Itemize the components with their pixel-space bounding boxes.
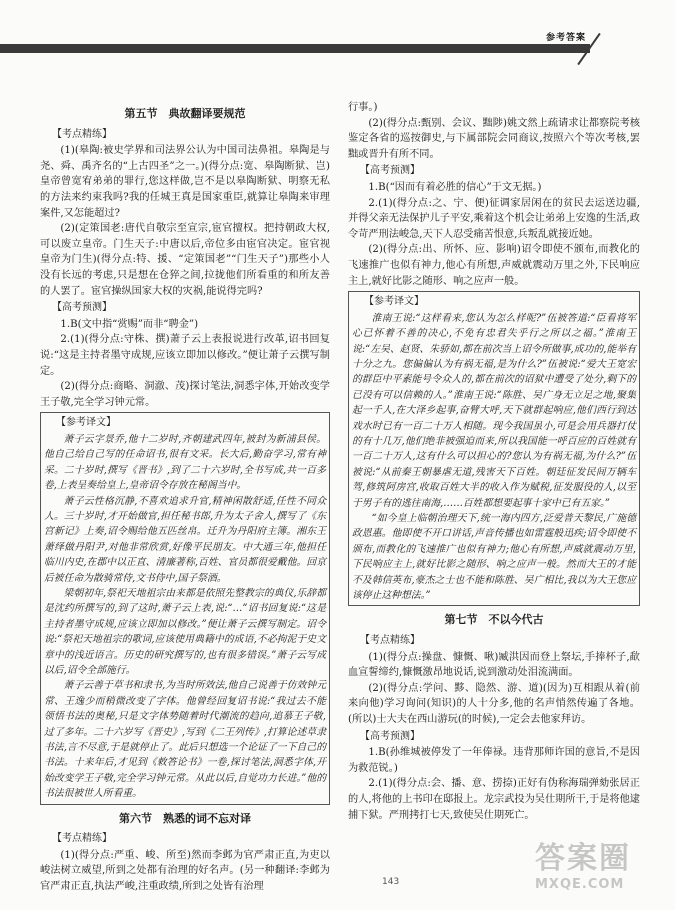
section-7-title: 第七节 不以今代古 [444, 613, 544, 627]
watermark-line-2: MXQE.COM [535, 877, 625, 892]
answer-paragraph: (1)(皋陶:被史学界和司法界公认为中国司法鼻祖。皋陶是与尧、舜、禹齐名的“上古四圣”之一。)(得分点:宽、皋陶断狱、岂)皇帝曾宽宥弟弟的罪行,您这样做,岂不是以皋陶断狱、明察无私的方法来约束我吗?我的任城王真是国家重臣,就算让皋陶来审理案件,又怎能超过? [40, 145, 330, 219]
translation-box-2 [348, 291, 640, 606]
translation-paragraph: 萧子云性格沉静,不喜欢追求升官,精神闲散舒适,任性不同众人。三十岁时,才开始做官,担任秘书郎,升为太子舍人,撰写了《东宫新记》上奏,诏令赐给他五匹丝帛。迁升为丹阳府主簿。湘东王萧绎做丹阳尹,对他非常欣赏,好像平民朋友。中大通三年,他担任临川内史,在郡中以正直、清廉著称,百姓、官员都很爱戴他。回京后被任命为散骑常侍,文书侍中,国子祭酒。 [44, 495, 326, 584]
section-5-title: 第五节 典故翻译要规范 [124, 107, 246, 120]
answer-paragraph: (1)(得分点:严重、峻、所至)然而李邺为官严肃正直,为吏以峻法树立威望,所到之处都有治理的好名声。(另一种翻译:李邺为官严肃正直,执法严峻,注重政绩,所到之处皆有治理 [40, 849, 330, 892]
page-number: 143 [382, 877, 400, 887]
answer-paragraph: 2.(1)(得分点:之、宁、便)征调家居闲在的贫民去运送边疆,并得父亲无法保护儿子平安,乘着这个机会让弟弟上安逸的生活,政令苛严刑法峻急,天下人忍受痛苦恨意,兵叛乱就接近她。 [348, 197, 640, 240]
tag-yuce-2: 【高考预测】 [360, 165, 420, 177]
left-column [40, 100, 330, 895]
section-6-title: 第六节 熟悉的词不忘对译 [119, 811, 251, 825]
answer-paragraph: (2)(得分点:甄别、会议、黜陟)姚文然上疏请求让都察院考核鉴定各省的巡按御史,与下属部院会同商议,按照六个等次考核,罢黜或晋升有所不同。 [348, 117, 640, 160]
answer-paragraph: 1.B(文中指“赏赐”而非“聘金”) [60, 318, 199, 330]
answer-paragraph: (2)(得分点:学问、黟、隐然、游、道)(因为)互相跟从着(前来向他)学习询问(知识)的人十分多,他的名声悄然传遍了各地。(所以)士大夫在西山游玩(的时候),一定会去他家拜访。 [348, 682, 640, 725]
header-rule [0, 44, 590, 53]
header-title: 参考答案 [546, 33, 587, 43]
tag-kaodian-1: 【考点精练】 [52, 128, 112, 140]
translation-paragraph: “如今皇上临朝治理天下,统一海内四方,泛爱普天黎民,广施德政恩惠。他即使不开口讲话,声音传播也如雷霆般迅疾;诏令即使不颁布,而教化的飞速推广也似有神力;他心有所想,声威就震动万里,下民响应主上,就好比影之随形、响之应声一般。然而大王的才能不及韩信英布,豪杰之士也不能和陈胜、吴广相比,我以为大王您应该停止这种想法。” [352, 513, 636, 602]
translation-paragraph: 淮南王说:“这样看来,您认为怎么样呢?”伍被答道:“臣看将军心已怀着不善的决心,不免有忠君失乎行之所以之福。”淮南王说:“左吴、赵贤、朱骄如,都在前次当上诏令所做事,成功的,能举有十分之九。您偏偏认为有祸无福,是为什么?”伍被说:“爱大王宽宏的群臣中平素能号令众人的,都在前次的诏狱中遭受了处分,剩下的已没有可以信赖的人。”淮南王说:“陈胜、吴广身无立足之地,聚集起一千人,在大泽乡起事,奋臂大呼,天下就群起响应,他们西行到达戏水时已有一百二十万人相随。现今我国虽小,可是会用兵器打仗的有十几万,他们绝非被强迫而来,所以我国能一呼百应的百姓就有一百二十万人,这有什么可以担心的?您认为有祸无福,为什么?”伍被说:“从前秦王朝暴虐无道,残害天下百姓。朝廷征发民间万辆车驾,修筑阿房宫,收取百姓大半的收入作为赋税,征发服役的人,以至于男子有的逃往南海,……百姓都想要起事十家中已有五家。” [352, 312, 636, 509]
answer-paragraph: (2)(定策国老:唐代自敬宗至宣宗,宦官擅权。把持朝政大权,可以废立皇帝。门生天子:中唐以后,帝位多由宦官决定。宦官视皇帝为门生)(得分点:特、援、“定策国老”“门生天子”)那些小人没有长远的考虑,只是想在仓猝之间,拉拢他们所看重的和所友善的人罢了。宦官操纵国家大权的灾祸,能说得完吗? [40, 223, 330, 297]
answer-paragraph: 2.(1)(得分点:会、播、意、捞捺)正好有伪称海瑞弹劾张居正的人,将他的上书印在邸报上。龙宗武投为吴仕期所干,于是将他逮捕下狱。严刑拷打七天,致使吴仕期死亡。 [348, 778, 640, 821]
tag-kaodian-3: 【考点精练】 [360, 635, 420, 647]
answer-paragraph: (2)(得分点:商略、洞澈、茂)探讨笔法,洞悉字体,开始改变学王子敬,完全学习钟元常。 [40, 381, 330, 408]
tag-yiwen-2: 【参考译文】 [364, 296, 424, 308]
tag-kaodian-2: 【考点精练】 [52, 833, 112, 845]
tag-yiwen-1: 【参考译文】 [56, 417, 116, 429]
answer-paragraph: (1)(得分点:操盘、慷慨、啾)臧洪因而登上祭坛,手捧杯子,歃血宣誓缔约,慷慨激昂地说话,说到激动处泪流满面。 [348, 651, 640, 679]
right-column [348, 100, 640, 823]
tag-yuce-3: 【高考预测】 [360, 730, 420, 742]
answer-paragraph: (2)(得分点:出、所怀、应、影响)诏令即使不颁布,而教化的飞速推广也似有神力,他心有所想,声威就震动万里之外,下民响应主上,就好比影之随形、响之应声一般。 [348, 244, 640, 287]
answer-paragraph: 1.B(孙维城被停发了一年俸禄。违背那师许国的意旨,不是因为救范锐。) [348, 747, 640, 774]
answer-paragraph: 行事。) [348, 102, 378, 113]
answer-paragraph: 1.B(“因而有着必胜的信心”于文无据。) [368, 181, 542, 193]
tag-yuce-1: 【高考预测】 [52, 302, 112, 314]
answer-paragraph: 2.(1)(得分点:守株、撰)萧子云上表报说进行改革,诏书回复说:“这是主持者墨守成规,应该立即加以修改。”便让萧子云撰写制定。 [40, 334, 330, 377]
translation-paragraph: 萧子云善于草书和隶书,为当时所效法,他自己说善于仿效钟元常、王逸少而稍微改变了字体。他曾经回复诏书说:“我过去不能领悟书法的奥秘,只是文字体势随着时代潮流的趋向,追慕王子敬,过了多年。二十六岁写《晋史》,写到《二王列传》,打算论述草隶书法,言不尽意,于是就停止了。此后只想选一个论证了一下自己的书法。十来年后,才见到《敕答论书》一卷,探讨笔法,洞悉字体,开始改变学王子敬,完全学习钟元常。从此以后,自觉功力长进。”他的书法很被世人所看重。 [44, 680, 326, 800]
translation-paragraph: 梁朝初年,祭祀天地祖宗由来都是依照先整教宗的典仪,乐辞都是沈约所撰写的,到了这时,萧子云上表,说:“…”诏书回复说:“这是主持者墨守成规,应该立即加以修改。”便让萧子云撰写制定。诏令说:“祭祀天地祖宗的歌词,应该使用典籍中的成语,不必拘泥于史文章中的浅近语言。历史的研究撰写的,也有很多错误。”萧子云写成以后,诏令全部施行。 [44, 587, 326, 676]
translation-paragraph: 萧子云字景乔,他十二岁时,齐朝建武四年,被封为新浦县侯。他自己给自己写的任命诏书,很有文采。长大后,勤奋学习,常有神采。二十岁时,撰写《晋书》,到了二十六岁时,全书写成,共一百多卷,上表呈奏给皇上,皇帝诏令存放在秘阁当中。 [44, 433, 326, 492]
translation-box-1 [40, 412, 330, 804]
watermark-line-1: 答案圈 [535, 841, 631, 876]
watermark-logo [535, 833, 665, 903]
